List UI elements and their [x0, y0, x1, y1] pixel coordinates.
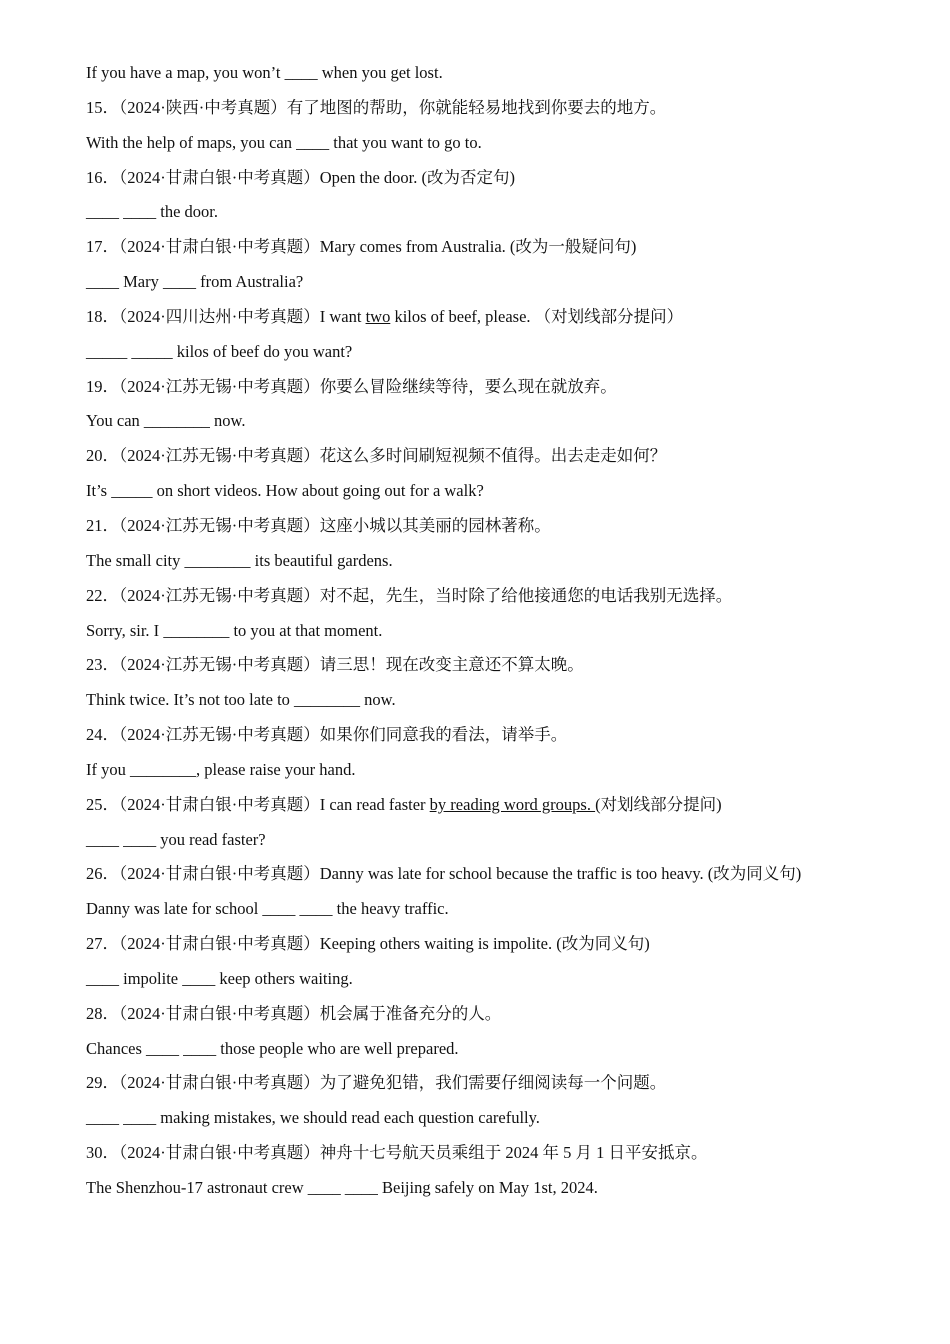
answer-line: [86, 339, 886, 374]
fill-in-blank: ____: [182, 968, 216, 988]
fill-in-blank: ________: [143, 411, 210, 431]
fill-in-blank: ____: [123, 1108, 157, 1128]
text-segment: now.: [360, 690, 396, 710]
text-segment: Mary: [119, 272, 163, 292]
text-segment: 16．（2024·甘肃白银·中考真题）Open the door. (改为否定句): [86, 167, 515, 187]
question-prompt: [86, 1140, 886, 1175]
fill-in-blank: _____: [86, 341, 128, 361]
answer-line: [86, 478, 886, 513]
text-segment: It’s: [86, 481, 112, 501]
text-segment: when you get lost.: [317, 63, 443, 82]
answer-line: [86, 896, 886, 931]
text-segment: 15．（2024·陕西·中考真题）有了地图的帮助，你就能轻易地找到你要去的地方。: [86, 97, 667, 117]
text-segment: impolite: [119, 968, 183, 988]
text-segment: Danny was late for school: [86, 899, 263, 919]
text-segment: 17．（2024·甘肃白银·中考真题）Mary comes from Australia. (改为一般疑问句): [86, 237, 637, 257]
answer-line: [86, 1175, 886, 1210]
text-segment: that you want to go to.: [329, 132, 482, 152]
text-segment: kilos of beef do you want?: [172, 341, 353, 361]
text-segment: its beautiful gardens.: [250, 550, 393, 570]
text-segment: making mistakes, we should read each question carefully.: [156, 1108, 540, 1128]
fill-in-blank: ____: [86, 1108, 119, 1128]
question-prompt: [86, 1070, 886, 1105]
text-segment: With the help of maps, you can: [86, 132, 297, 152]
text-segment: from Australia?: [196, 272, 304, 292]
question-prompt: [86, 374, 886, 409]
text-segment: 23．（2024·江苏无锡·中考真题）请三思！现在改变主意还不算太晚。: [86, 655, 584, 675]
text-segment: (对划线部分提问): [595, 794, 722, 814]
text-segment: those people who are well prepared.: [216, 1038, 459, 1058]
fill-in-blank: ____: [86, 829, 119, 849]
question-prompt: [86, 95, 886, 130]
answer-line: [86, 548, 886, 583]
text-segment: The small city: [86, 550, 185, 570]
answer-line: [86, 199, 886, 234]
text-segment: 30．（2024·甘肃白银·中考真题）神舟十七号航天员乘组于 2024 年 5 月 1 日平安抵京。: [86, 1143, 708, 1163]
text-segment: the door.: [156, 202, 218, 222]
fill-in-blank: ____: [183, 1038, 217, 1058]
answer-line: [86, 269, 886, 304]
question-prompt: [86, 304, 886, 339]
text-segment: on short videos. How about going out for a walk?: [152, 481, 484, 501]
answer-line: [86, 408, 886, 443]
question-prompt: [86, 652, 886, 687]
answer-line: [86, 130, 886, 165]
fill-in-blank: ____: [146, 1038, 180, 1058]
answer-line: [86, 60, 886, 95]
fill-in-blank: ____: [284, 63, 318, 82]
text-segment: 26．（2024·甘肃白银·中考真题）Danny was late for school because the traffic is too heavy. (改为同义句): [86, 864, 802, 884]
fill-in-blank: ____: [262, 899, 296, 919]
text-segment: kilos of beef, please. （对划线部分提问）: [390, 306, 684, 326]
text-segment: keep others waiting.: [215, 968, 353, 988]
text-segment: 28．（2024·甘肃白银·中考真题）机会属于准备充分的人。: [86, 1003, 502, 1023]
answer-line: [86, 966, 886, 1001]
question-prompt: [86, 722, 886, 757]
text-segment: 25．（2024·甘肃白银·中考真题）I can read faster: [86, 794, 430, 814]
exercise-list: [86, 60, 886, 1210]
question-prompt: [86, 1001, 886, 1036]
text-segment: 20．（2024·江苏无锡·中考真题）花这么多时间刷短视频不值得。出去走走如何？: [86, 446, 667, 466]
underlined-text: two: [365, 306, 391, 326]
question-prompt: [86, 234, 886, 269]
fill-in-blank: _____: [131, 341, 173, 361]
text-segment: 27．（2024·甘肃白银·中考真题）Keeping others waiting is impolite. (改为同义句): [86, 934, 650, 954]
fill-in-blank: ____: [123, 202, 157, 222]
question-prompt: [86, 513, 886, 548]
text-segment: Sorry, sir. I: [86, 620, 164, 640]
text-segment: 18．（2024·四川达州·中考真题）I want: [86, 306, 366, 326]
text-segment: You can: [86, 411, 144, 431]
fill-in-blank: ________: [163, 620, 230, 640]
answer-line: [86, 1036, 886, 1071]
text-segment: to you at that moment.: [229, 620, 383, 640]
answer-line: [86, 618, 886, 653]
text-segment: Beijing safely on May 1st, 2024.: [377, 1178, 598, 1197]
text-segment: , please raise your hand.: [196, 759, 356, 779]
answer-line: [86, 687, 886, 722]
question-prompt: [86, 583, 886, 618]
question-prompt: [86, 165, 886, 200]
fill-in-blank: ____: [299, 899, 333, 919]
text-segment: If you: [86, 759, 130, 779]
underlined-text: by reading word groups.: [429, 794, 596, 814]
fill-in-blank: ____: [123, 829, 157, 849]
text-segment: 29．（2024·甘肃白银·中考真题）为了避免犯错，我们需要仔细阅读每一个问题。: [86, 1073, 667, 1093]
fill-in-blank: ________: [294, 690, 361, 710]
text-segment: The Shenzhou-17 astronaut crew: [86, 1178, 308, 1197]
fill-in-blank: ________: [130, 759, 196, 779]
question-prompt: [86, 792, 886, 827]
fill-in-blank: ____: [86, 202, 119, 222]
text-segment: Chances: [86, 1038, 147, 1058]
fill-in-blank: ____: [86, 272, 119, 292]
text-segment: now.: [209, 411, 246, 431]
text-segment: 21．（2024·江苏无锡·中考真题）这座小城以其美丽的园林著称。: [86, 515, 551, 535]
text-segment: Think twice. It’s not too late to: [86, 690, 295, 710]
fill-in-blank: ________: [184, 550, 251, 570]
answer-line: [86, 827, 886, 862]
question-prompt: [86, 931, 886, 966]
text-segment: 24．（2024·江苏无锡·中考真题）如果你们同意我的看法，请举手。: [86, 725, 568, 745]
question-prompt: [86, 861, 886, 896]
text-segment: If you have a map, you won’t: [86, 63, 285, 82]
text-segment: 22．（2024·江苏无锡·中考真题）对不起，先生，当时除了给他接通您的电话我别无选择。: [86, 585, 733, 605]
fill-in-blank: _____: [111, 481, 153, 501]
text-segment: you read faster?: [156, 829, 266, 849]
question-prompt: [86, 443, 886, 478]
fill-in-blank: ____: [344, 1178, 378, 1197]
text-segment: the heavy traffic.: [332, 899, 449, 919]
answer-line: [86, 1105, 886, 1140]
fill-in-blank: ____: [307, 1178, 341, 1197]
fill-in-blank: ____: [86, 968, 119, 988]
fill-in-blank: ____: [163, 272, 196, 292]
fill-in-blank: ____: [296, 132, 330, 152]
text-segment: 19．（2024·江苏无锡·中考真题）你要么冒险继续等待，要么现在就放弃。: [86, 376, 617, 396]
answer-line: [86, 757, 886, 792]
